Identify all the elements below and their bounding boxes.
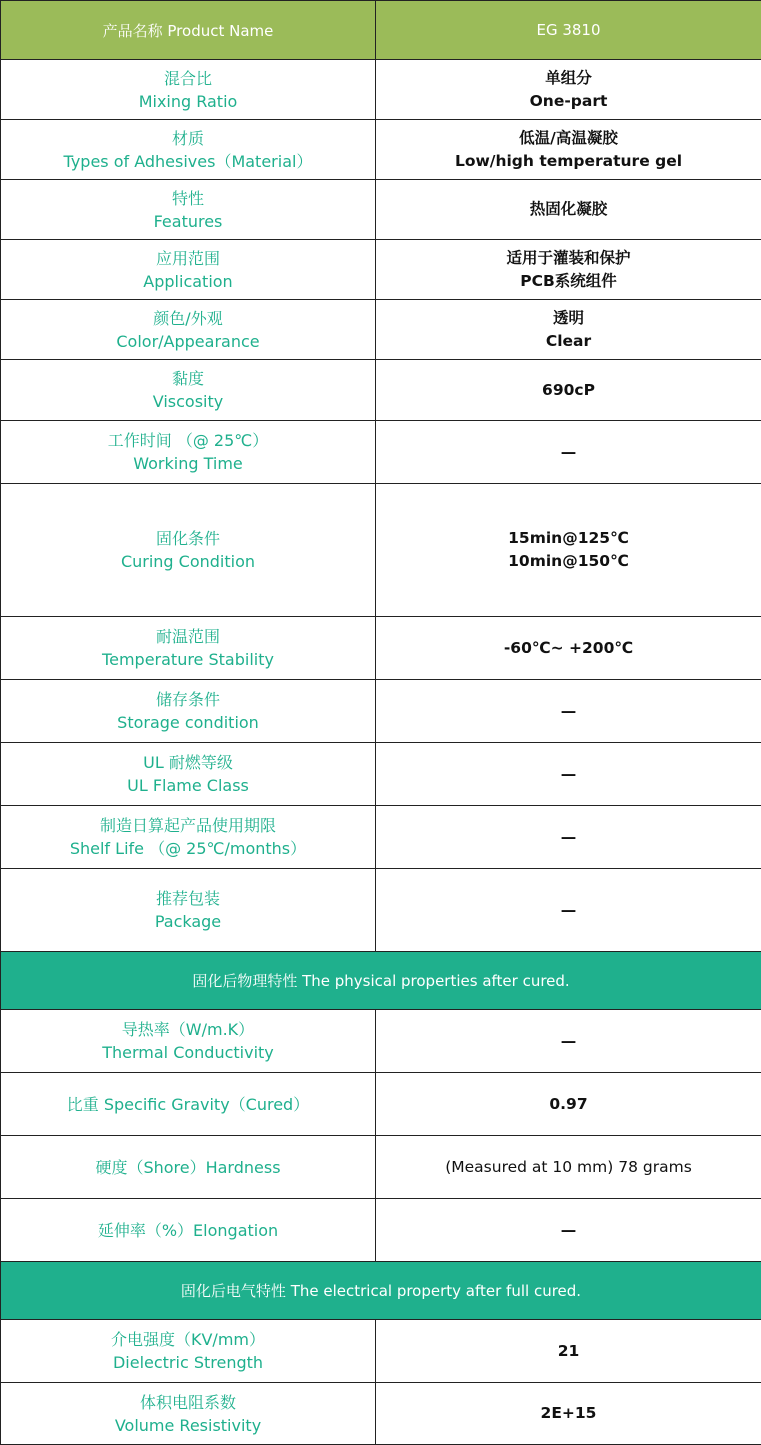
- label-cn: 比重 Specific Gravity（Cured）: [5, 1093, 371, 1116]
- value-line-1: 690cP: [380, 379, 757, 402]
- row-label: [1, 240, 376, 300]
- row-label: [1, 1383, 376, 1445]
- label-en: UL Flame Class: [5, 774, 371, 797]
- value-line-1: —: [380, 1030, 757, 1053]
- row-value: [376, 360, 761, 421]
- section-title: 固化后电气特性 The electrical property after full cured.: [1, 1262, 761, 1320]
- label-en: Viscosity: [5, 390, 371, 413]
- label-cn: UL 耐燃等级: [5, 751, 371, 774]
- label-en: Mixing Ratio: [5, 90, 371, 113]
- row-value: [376, 120, 761, 180]
- value-line-1: -60℃~ +200℃: [380, 637, 757, 660]
- table-row: [1, 360, 761, 421]
- row-value: [376, 60, 761, 120]
- section-header-electrical: [1, 1262, 761, 1320]
- table-row: [1, 484, 761, 617]
- value-line-1: 适用于灌装和保护: [380, 247, 757, 270]
- table-row: [1, 1010, 761, 1073]
- table-row: [1, 180, 761, 240]
- label-en: Package: [5, 910, 371, 933]
- label-en: Features: [5, 210, 371, 233]
- table-row: [1, 1073, 761, 1136]
- value-line-1: 透明: [380, 307, 757, 330]
- row-value: [376, 484, 761, 617]
- value-line-1: 15min@125℃: [380, 527, 757, 550]
- row-value: [376, 1010, 761, 1073]
- value-line-1: 低温/高温凝胶: [380, 127, 757, 150]
- row-value: [376, 421, 761, 484]
- row-label: [1, 421, 376, 484]
- row-value: [376, 1199, 761, 1262]
- table-row: [1, 806, 761, 869]
- table-row: [1, 300, 761, 360]
- section-title: 固化后物理特性 The physical properties after cured.: [1, 952, 761, 1010]
- row-value: [376, 1136, 761, 1199]
- row-label: [1, 1136, 376, 1199]
- label-cn: 推荐包装: [5, 887, 371, 910]
- label-en: Application: [5, 270, 371, 293]
- label-en: Storage condition: [5, 711, 371, 734]
- row-label: [1, 1199, 376, 1262]
- value-line-1: —: [380, 441, 757, 464]
- row-label: [1, 60, 376, 120]
- row-label: [1, 617, 376, 680]
- label-cn: 特性: [5, 187, 371, 210]
- label-cn: 颜色/外观: [5, 307, 371, 330]
- row-label: [1, 869, 376, 952]
- row-value: [376, 869, 761, 952]
- table-row: [1, 1383, 761, 1445]
- table-row: [1, 120, 761, 180]
- table-row: [1, 421, 761, 484]
- label-en: Types of Adhesives（Material）: [5, 150, 371, 173]
- label-cn: 硬度（Shore）Hardness: [5, 1156, 371, 1179]
- row-value: [376, 300, 761, 360]
- table-row: [1, 617, 761, 680]
- label-cn: 黏度: [5, 367, 371, 390]
- table-row: [1, 743, 761, 806]
- value-line-1: —: [380, 1219, 757, 1242]
- value-line-1: 单组分: [380, 67, 757, 90]
- row-label: [1, 743, 376, 806]
- row-value: [376, 1073, 761, 1136]
- value-line-1: —: [380, 899, 757, 922]
- label-cn: 导热率（W/m.K）: [5, 1018, 371, 1041]
- label-cn: 工作时间 （@ 25℃）: [5, 429, 371, 452]
- row-label: [1, 484, 376, 617]
- label-en: Thermal Conductivity: [5, 1041, 371, 1064]
- row-label: [1, 1073, 376, 1136]
- label-cn: 储存条件: [5, 688, 371, 711]
- value-line-2: Low/high temperature gel: [380, 150, 757, 173]
- value-line-1: (Measured at 10 mm) 78 grams: [380, 1156, 757, 1179]
- label-en: Color/Appearance: [5, 330, 371, 353]
- table-row: [1, 60, 761, 120]
- label-cn: 制造日算起产品使用期限: [5, 814, 371, 837]
- row-value: [376, 1383, 761, 1445]
- row-value: [376, 680, 761, 743]
- row-value: [376, 743, 761, 806]
- product-name-value: EG 3810: [376, 1, 761, 60]
- row-value: [376, 180, 761, 240]
- table-row: [1, 869, 761, 952]
- value-line-2: 10min@150℃: [380, 550, 757, 573]
- label-cn: 介电强度（KV/mm）: [5, 1328, 371, 1351]
- label-en: Volume Resistivity: [5, 1414, 371, 1437]
- label-cn: 材质: [5, 127, 371, 150]
- row-label: [1, 806, 376, 869]
- table-row: [1, 1136, 761, 1199]
- value-line-1: 2E+15: [380, 1402, 757, 1425]
- row-label: [1, 300, 376, 360]
- value-line-1: 0.97: [380, 1093, 757, 1116]
- row-value: [376, 617, 761, 680]
- table-row: [1, 1199, 761, 1262]
- row-value: [376, 1320, 761, 1383]
- row-value: [376, 806, 761, 869]
- row-label: [1, 180, 376, 240]
- value-line-1: —: [380, 763, 757, 786]
- label-en: Curing Condition: [5, 550, 371, 573]
- value-line-2: One-part: [380, 90, 757, 113]
- label-cn: 固化条件: [5, 527, 371, 550]
- label-cn: 混合比: [5, 67, 371, 90]
- table-row: [1, 240, 761, 300]
- value-line-2: PCB系统组件: [380, 270, 757, 293]
- header-row: [1, 1, 761, 60]
- row-label: [1, 360, 376, 421]
- row-label: [1, 120, 376, 180]
- row-label: [1, 680, 376, 743]
- value-line-1: 21: [380, 1340, 757, 1363]
- label-en: Shelf Life （@ 25℃/months）: [5, 837, 371, 860]
- value-line-2: Clear: [380, 330, 757, 353]
- value-line-1: —: [380, 826, 757, 849]
- label-cn: 延伸率（%）Elongation: [5, 1219, 371, 1242]
- label-cn: 应用范围: [5, 247, 371, 270]
- section-header-physical: [1, 952, 761, 1010]
- value-line-1: 热固化凝胶: [380, 198, 757, 221]
- label-cn: 耐温范围: [5, 625, 371, 648]
- label-en: Working Time: [5, 452, 371, 475]
- label-en: Dielectric Strength: [5, 1351, 371, 1374]
- row-label: [1, 1010, 376, 1073]
- product-name-label: 产品名称 Product Name: [1, 1, 376, 60]
- label-en: Temperature Stability: [5, 648, 371, 671]
- label-cn: 体积电阻系数: [5, 1391, 371, 1414]
- value-line-1: —: [380, 700, 757, 723]
- row-value: [376, 240, 761, 300]
- table-row: [1, 680, 761, 743]
- row-label: [1, 1320, 376, 1383]
- table-row: [1, 1320, 761, 1383]
